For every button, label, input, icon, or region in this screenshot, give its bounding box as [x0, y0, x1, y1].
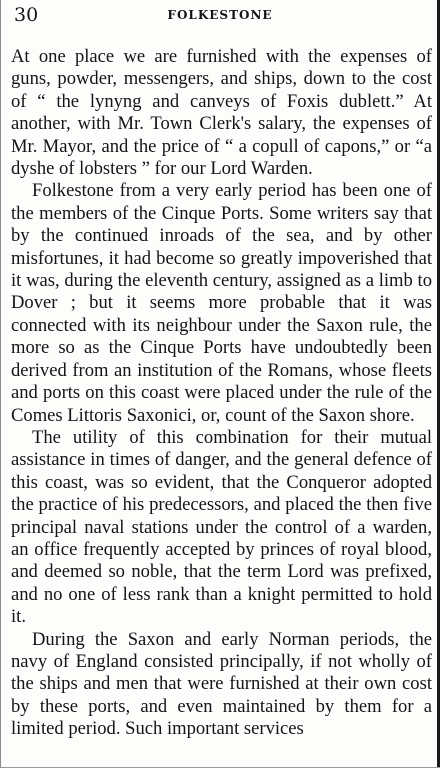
page-edge-left: [0, 0, 1, 768]
paragraph-combination: The utility of this combination for their mutual assistance in times of danger, and the general defence of this coast, was so evident, that the Conqueror adopted the practice of his predecessors, and placed the then five principal naval stations under the control of a warden, an office frequently accepted by princes of royal blood, and deemed so noble, that the term Lord was prefixed, and no one of less rank than a knight permitted to hold it.: [11, 426, 432, 628]
page-number: 30: [14, 4, 39, 26]
paragraph-navy: During the Saxon and early Norman periods, the navy of England consisted principally, if not wholly of the ships and men that were furnished at their own cost by these ports, and even maintained by them for a limited period. Such important services: [11, 628, 432, 740]
page-header: [8, 4, 432, 26]
paragraph-cinque-ports: Folkestone from a very early period has been one of the members of the Cinque Ports. Some writers say that by the continued inroads of the sea, and by other misfortunes, it had become so greatly impoverished that it was, during the eleventh century, assigned as a limb to Dover ; but it seems more probable that it was connected with its neighbour under the Saxon rule, the more so as the Cinque Ports have undoubtedly been derived from an institution of the Romans, whose fleets and ports on this coast were placed under the rule of the Comes Littoris Saxonici, or, count of the Saxon shore.: [11, 180, 432, 426]
paragraph-expenses: At one place we are furnished with the expenses of guns, powder, messengers, and ships, down to the cost of “ the lynyng and canveys of Foxis dublett.” At another, with Mr. Town Clerk's salary, the expenses of Mr. Mayor, and the price of “ a copull of capons,” or “a dyshe of lobsters ” for our Lord Warden.: [11, 46, 432, 180]
body-text: [11, 46, 432, 741]
running-head: FOLKESTONE: [167, 8, 273, 22]
